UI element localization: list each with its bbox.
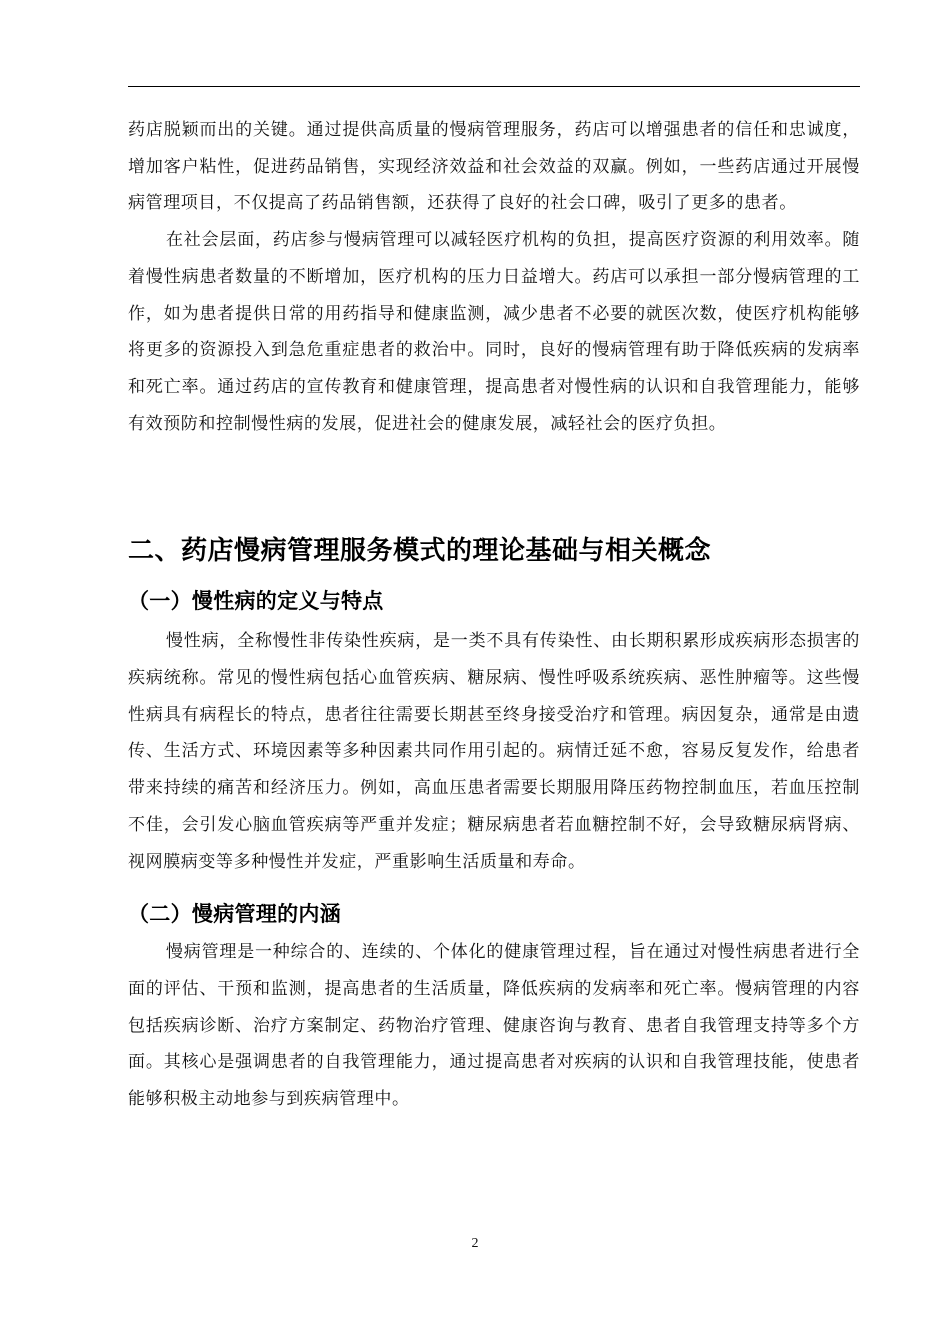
- page-content: [128, 112, 860, 1118]
- page-number: 2: [471, 1236, 479, 1251]
- body-paragraph: 在社会层面，药店参与慢病管理可以减轻医疗机构的负担，提高医疗资源的利用效率。随着慢性病患者数量的不断增加，医疗机构的压力日益增大。药店可以承担一部分慢病管理的工作，如为患者提供日常的用药指导和健康监测，减少患者不必要的就医次数，使医疗机构能够将更多的资源投入到急危重症患者的救治中。同时，良好的慢病管理有助于降低疾病的发病率和死亡率。通过药店的宣传教育和健康管理，提高患者对慢性病的认识和自我管理能力，能够有效预防和控制慢性病的发展，促进社会的健康发展，减轻社会的医疗负担。: [128, 230, 860, 434]
- subsection-heading: （一）慢性病的定义与特点: [128, 589, 384, 614]
- body-paragraph: 慢性病，全称慢性非传染性疾病，是一类不具有传染性、由长期积累形成疾病形态损害的疾病统称。常见的慢性病包括心血管疾病、糖尿病、慢性呼吸系统疾病、恶性肿瘤等。这些慢性病具有病程长的特点，患者往往需要长期甚至终身接受治疗和管理。病因复杂，通常是由遗传、生活方式、环境因素等多种因素共同作用引起的。病情迁延不愈，容易反复发作，给患者带来持续的痛苦和经济压力。例如，高血压患者需要长期服用降压药物控制血压，若血压控制不佳，会引发心脑血管疾病等严重并发症；糖尿病患者若血糖控制不好，会导致糖尿病肾病、视网膜病变等多种慢性并发症，严重影响生活质量和寿命。: [128, 631, 860, 872]
- header-rule: [128, 86, 860, 87]
- section-heading: 二、药店慢病管理服务模式的理论基础与相关概念: [128, 536, 712, 567]
- body-paragraph: 慢病管理是一种综合的、连续的、个体化的健康管理过程，旨在通过对慢性病患者进行全面的评估、干预和监测，提高患者的生活质量，降低疾病的发病率和死亡率。慢病管理的内容包括疾病诊断、治疗方案制定、药物治疗管理、健康咨询与教育、患者自我管理支持等多个方面。其核心是强调患者的自我管理能力，通过提高患者对疾病的认识和自我管理技能，使患者能够积极主动地参与到疾病管理中。: [128, 942, 860, 1110]
- body-paragraph: 药店脱颖而出的关键。通过提供高质量的慢病管理服务，药店可以增强患者的信任和忠诚度，增加客户粘性，促进药品销售，实现经济效益和社会效益的双赢。例如，一些药店通过开展慢病管理项目，不仅提高了药品销售额，还获得了良好的社会口碑，吸引了更多的患者。: [128, 120, 860, 214]
- subsection-heading: （二）慢病管理的内涵: [128, 902, 341, 927]
